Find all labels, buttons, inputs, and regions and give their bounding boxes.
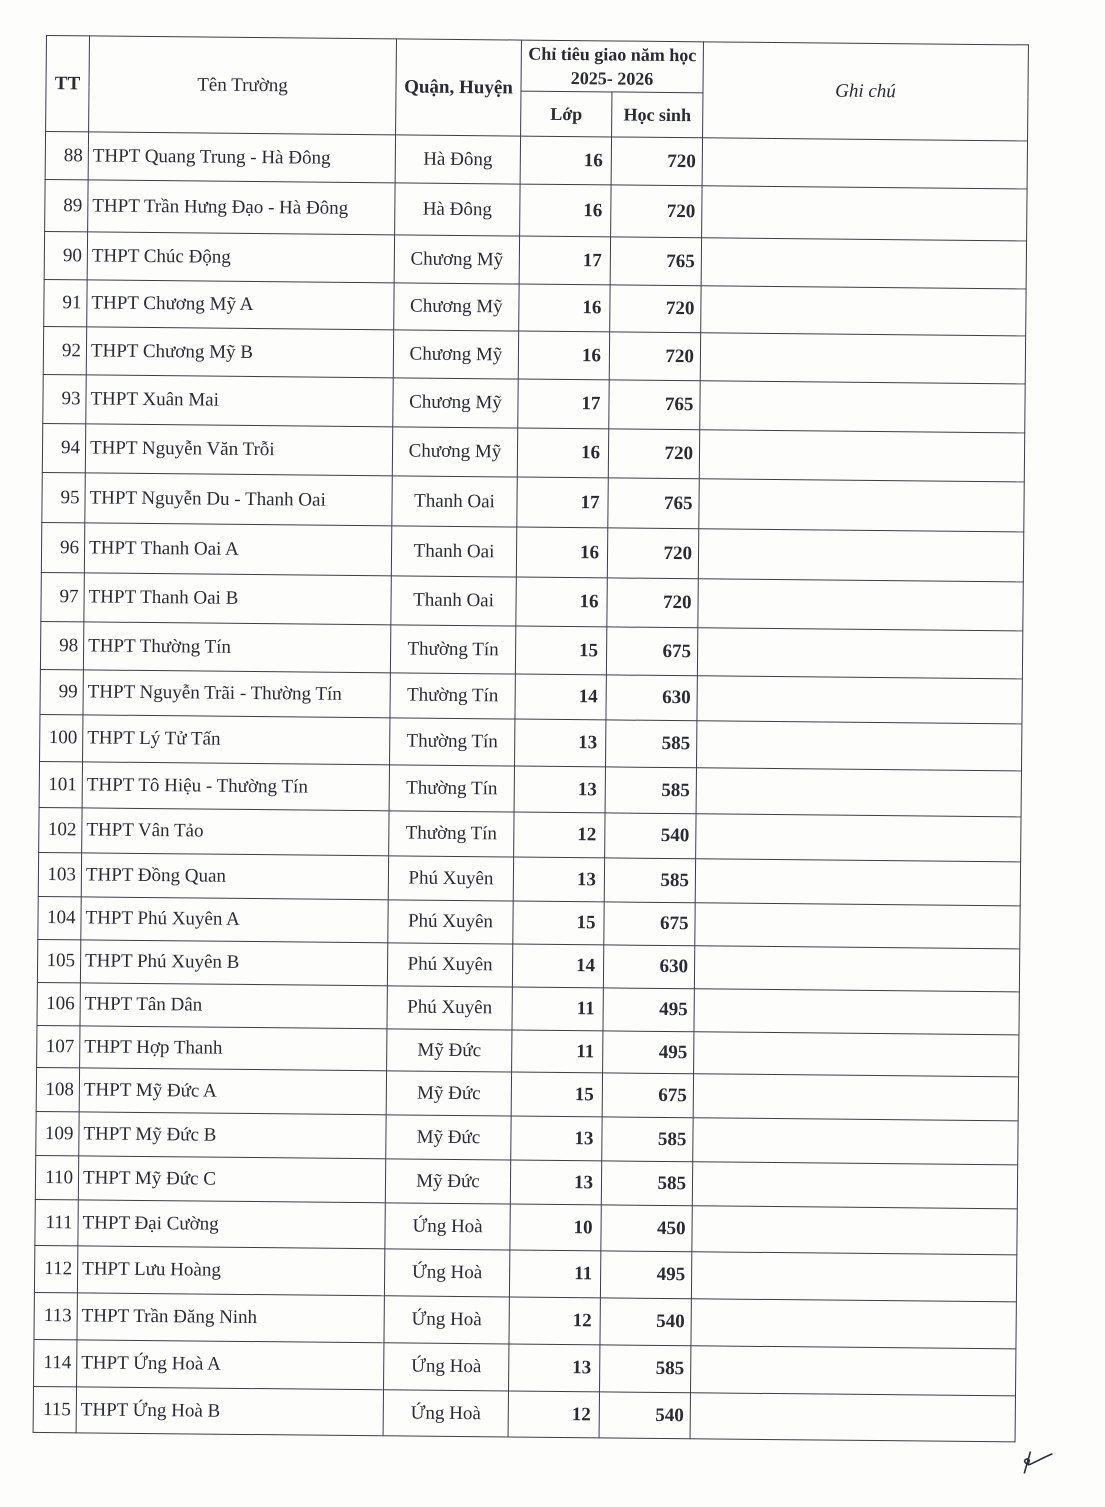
classes-count: 13: [514, 766, 605, 813]
classes-count: 15: [511, 1072, 602, 1117]
note-cell: [699, 430, 1024, 482]
school-quota-table: [33, 35, 1029, 1442]
note-cell: [696, 721, 1021, 771]
row-number: 111: [35, 1199, 78, 1245]
classes-count: 10: [510, 1204, 601, 1251]
row-number: 90: [44, 231, 87, 279]
classes-count: 14: [515, 674, 606, 720]
note-cell: [699, 479, 1024, 532]
school-name: THPT Thường Tín: [83, 622, 390, 673]
district: Ứng Hoà: [384, 1343, 509, 1391]
district: Thanh Oai: [391, 576, 516, 626]
school-name: THPT Phú Xuyên A: [81, 897, 388, 943]
header-quota-group: Chỉ tiêu giao năm học 2025- 2026: [521, 40, 703, 93]
district: Phú Xuyên: [387, 943, 512, 987]
district: Phú Xuyên: [387, 986, 512, 1030]
students-count: 720: [611, 185, 702, 238]
row-number: 103: [38, 852, 81, 896]
row-number: 89: [45, 179, 88, 231]
classes-count: 13: [510, 1160, 601, 1205]
district: Hà Đông: [395, 135, 520, 184]
students-count: 720: [609, 332, 700, 381]
school-name: THPT Ứng Hoà A: [77, 1340, 384, 1390]
note-cell: [695, 903, 1020, 949]
classes-count: 15: [513, 901, 604, 945]
note-cell: [692, 1206, 1017, 1255]
row-number: 113: [34, 1292, 77, 1339]
note-cell: [690, 1393, 1015, 1442]
classes-count: 13: [511, 1116, 602, 1161]
school-name: THPT Xuân Mai: [86, 375, 393, 427]
school-name: THPT Chương Mỹ B: [86, 327, 393, 378]
note-cell: [698, 579, 1023, 631]
district: Thường Tín: [389, 811, 514, 857]
note-cell: [697, 676, 1022, 724]
initial-signature-mark: [1016, 1445, 1056, 1475]
school-name: THPT Ứng Hoà B: [76, 1387, 383, 1436]
classes-count: 12: [508, 1391, 599, 1438]
row-number: 112: [34, 1245, 77, 1292]
school-name: THPT Thanh Oai A: [84, 523, 391, 576]
school-name: THPT Tô Hiệu - Thường Tín: [82, 762, 389, 811]
row-number: 104: [38, 896, 81, 939]
students-count: 630: [603, 945, 694, 989]
students-count: 675: [602, 1073, 693, 1118]
row-number: 94: [42, 423, 85, 472]
school-name: THPT Chương Mỹ A: [87, 280, 394, 330]
students-count: 630: [606, 675, 697, 721]
students-count: 495: [603, 1031, 694, 1074]
school-name: THPT Lưu Hoàng: [77, 1246, 384, 1296]
district: Thường Tín: [390, 718, 515, 766]
school-name: THPT Lý Tử Tấn: [83, 715, 390, 765]
district: Chương Mỹ: [394, 235, 519, 284]
note-cell: [701, 286, 1026, 336]
row-number: 110: [35, 1155, 78, 1199]
classes-count: 16: [516, 577, 607, 627]
students-count: 585: [606, 720, 697, 768]
table-row: [45, 179, 1027, 240]
row-number: 95: [42, 472, 85, 522]
students-count: 720: [607, 528, 698, 579]
note-cell: [695, 859, 1020, 906]
classes-count: 11: [509, 1250, 600, 1298]
school-name: THPT Mỹ Đức C: [78, 1156, 385, 1203]
school-name: THPT Đại Cường: [78, 1200, 385, 1249]
row-number: 106: [37, 982, 80, 1025]
row-number: 107: [37, 1025, 80, 1067]
note-cell: [691, 1299, 1016, 1349]
note-cell: [694, 989, 1019, 1035]
header-district: Quận, Huyện: [396, 39, 522, 136]
district: Ứng Hoà: [383, 1390, 508, 1437]
classes-count: 12: [514, 812, 605, 858]
row-number: 105: [37, 939, 80, 982]
students-count: 585: [604, 858, 695, 903]
note-cell: [690, 1346, 1015, 1396]
note-cell: [693, 1074, 1018, 1121]
students-count: 765: [608, 478, 699, 529]
header-tt: TT: [46, 36, 90, 132]
school-name: THPT Thanh Oai B: [84, 573, 391, 625]
school-name: THPT Mỹ Đức B: [79, 1112, 386, 1159]
row-number: 102: [39, 807, 82, 852]
school-name: THPT Tân Dân: [80, 983, 387, 1029]
note-cell: [697, 628, 1022, 679]
school-name: THPT Phú Xuyên B: [80, 940, 387, 986]
row-number: 88: [45, 132, 88, 180]
classes-count: 16: [517, 428, 608, 478]
district: Mỹ Đức: [386, 1115, 511, 1160]
row-number: 93: [43, 374, 86, 423]
table-body: [33, 132, 1027, 1442]
district: Ứng Hoà: [385, 1203, 510, 1250]
students-count: 495: [603, 988, 694, 1032]
row-number: 108: [36, 1067, 79, 1111]
students-count: 675: [606, 627, 697, 676]
note-cell: [698, 529, 1023, 582]
row-number: 98: [40, 621, 83, 669]
note-cell: [696, 768, 1021, 817]
students-count: 720: [607, 578, 698, 628]
district: Ứng Hoà: [384, 1249, 509, 1297]
classes-count: 17: [518, 379, 609, 429]
note-cell: [694, 1032, 1019, 1077]
classes-count: 11: [512, 1030, 603, 1073]
row-number: 91: [44, 279, 87, 326]
classes-count: 14: [512, 944, 603, 988]
district: Thường Tín: [389, 765, 514, 812]
classes-count: 17: [517, 477, 608, 528]
district: Ứng Hoà: [384, 1296, 509, 1344]
district: Phú Xuyên: [388, 856, 513, 901]
district: Chương Mỹ: [392, 427, 517, 477]
students-count: 540: [600, 1298, 691, 1346]
district: Mỹ Đức: [385, 1159, 510, 1204]
students-count: 540: [605, 813, 696, 859]
note-cell: [700, 381, 1025, 433]
header-classes: Lớp: [521, 91, 612, 137]
school-name: THPT Quang Trung - Hà Đông: [88, 132, 395, 183]
classes-count: 13: [513, 857, 604, 902]
note-cell: [696, 814, 1021, 862]
school-name: THPT Chúc Động: [87, 232, 394, 283]
classes-count: 17: [519, 236, 610, 285]
classes-count: 12: [509, 1297, 600, 1345]
school-name: THPT Hợp Thanh: [80, 1026, 387, 1071]
note-cell: [702, 138, 1027, 189]
note-cell: [694, 946, 1019, 992]
school-name: THPT Trần Đăng Ninh: [77, 1293, 384, 1343]
students-count: 585: [602, 1117, 693, 1162]
students-count: 765: [609, 380, 700, 430]
district: Chương Mỹ: [394, 283, 519, 331]
students-count: 720: [608, 429, 699, 479]
classes-count: 13: [515, 719, 606, 767]
row-number: 101: [39, 761, 82, 807]
students-count: 585: [601, 1161, 692, 1206]
students-count: 675: [604, 902, 695, 946]
note-cell: [691, 1252, 1016, 1302]
students-count: 585: [600, 1345, 691, 1393]
district: Phú Xuyên: [388, 900, 513, 944]
note-cell: [692, 1162, 1017, 1209]
students-count: 585: [605, 767, 696, 814]
students-count: 720: [611, 137, 702, 186]
school-name: THPT Nguyễn Du - Thanh Oai: [85, 473, 392, 526]
school-name: THPT Nguyễn Trãi - Thường Tín: [83, 670, 390, 718]
classes-count: 16: [519, 284, 610, 332]
row-number: 114: [34, 1339, 77, 1386]
header-students: Học sinh: [612, 92, 703, 138]
district: Thanh Oai: [391, 526, 516, 577]
header-school-name: Tên Trường: [89, 36, 397, 135]
classes-count: 16: [520, 184, 611, 237]
district: Mỹ Đức: [387, 1029, 512, 1072]
school-name: THPT Mỹ Đức A: [79, 1068, 386, 1115]
school-name: THPT Vân Tảo: [82, 808, 389, 856]
row-number: 96: [41, 522, 84, 572]
school-name: THPT Nguyễn Văn Trỗi: [85, 424, 392, 476]
row-number: 109: [36, 1111, 79, 1155]
students-count: 765: [610, 237, 701, 286]
classes-count: 16: [518, 331, 609, 380]
district: Chương Mỹ: [393, 330, 518, 379]
row-number: 115: [33, 1386, 76, 1432]
students-count: 540: [599, 1392, 690, 1439]
note-cell: [693, 1118, 1018, 1165]
students-count: 495: [600, 1251, 691, 1299]
students-count: 720: [610, 285, 701, 333]
classes-count: 13: [509, 1344, 600, 1392]
header-note: Ghi chú: [703, 42, 1029, 141]
district: Chương Mỹ: [393, 378, 518, 428]
note-cell: [700, 333, 1025, 384]
classes-count: 16: [520, 136, 611, 185]
school-name: THPT Đồng Quan: [81, 853, 388, 900]
row-number: 92: [43, 326, 86, 374]
note-cell: [701, 238, 1026, 289]
row-number: 97: [41, 572, 84, 621]
school-name: THPT Trần Hưng Đạo - Hà Đông: [88, 180, 395, 235]
district: Thanh Oai: [392, 476, 517, 527]
row-number: 99: [40, 669, 83, 714]
table-row: [33, 1386, 1015, 1441]
district: Thường Tín: [390, 673, 515, 719]
district: Hà Đông: [395, 183, 520, 236]
classes-count: 15: [515, 626, 606, 675]
classes-count: 11: [512, 987, 603, 1031]
students-count: 450: [601, 1205, 692, 1252]
district: Thường Tín: [390, 625, 515, 674]
note-cell: [702, 186, 1027, 241]
district: Mỹ Đức: [386, 1071, 511, 1116]
row-number: 100: [40, 714, 83, 761]
classes-count: 16: [516, 527, 607, 578]
